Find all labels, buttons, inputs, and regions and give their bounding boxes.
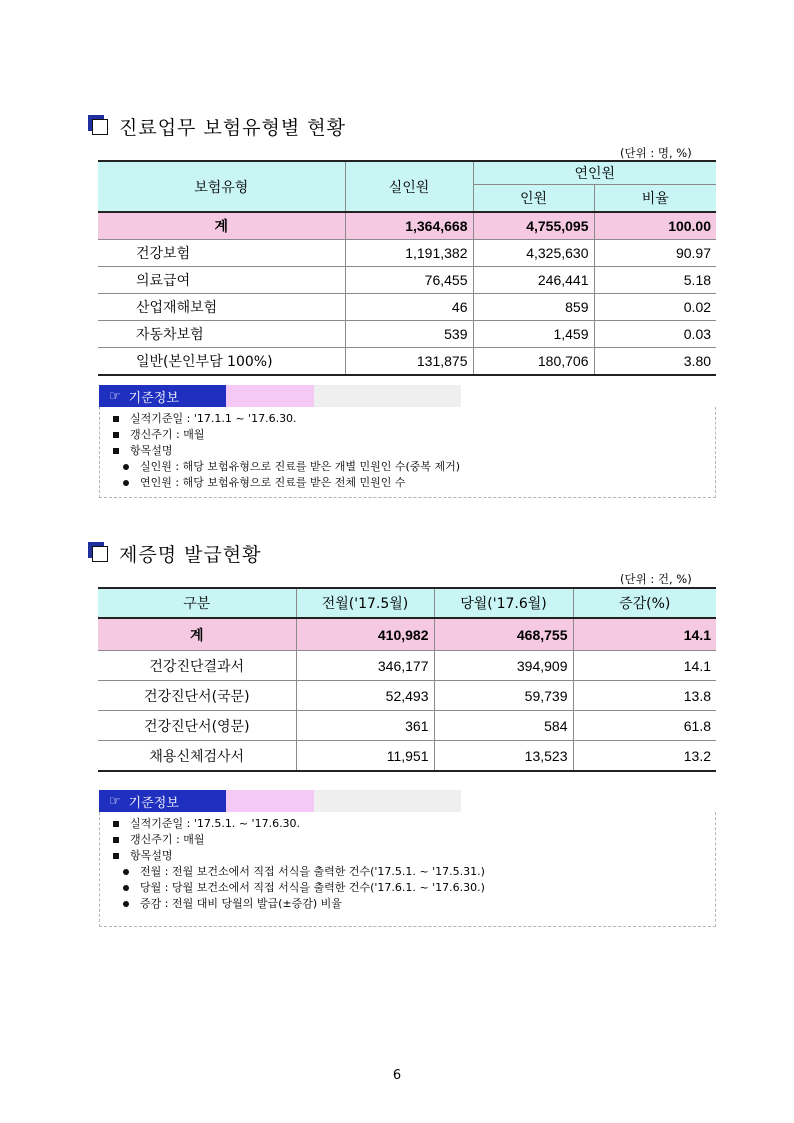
section2-reference-info [99,790,716,927]
row-actual: 76,455 [345,267,473,294]
row-label: 의료급여 [98,267,345,294]
row-label: 건강진단결과서 [98,651,296,681]
row-label: 일반(본인부담 100%) [98,348,345,376]
section1-title [88,112,346,140]
square-bullet-icon [113,837,119,843]
table-row [98,741,716,772]
info-text: 전월 : 전월 보건소에서 직접 서식을 출력한 건수('17.5.1. ~ '17.5.31.) [140,865,485,878]
row-actual: 46 [345,294,473,321]
tab-decoration [226,385,314,407]
total-curr: 468,755 [434,618,573,651]
row-change: 13.8 [573,681,716,711]
reference-info-tab [99,385,226,407]
section1-reference-info [99,385,716,498]
info-line [110,411,715,427]
info-text: 당월 : 당월 보건소에서 직접 서식을 출력한 건수('17.6.1. ~ '17.6.30.) [140,881,485,894]
header-change: 증감(%) [573,588,716,618]
info-line [110,443,715,459]
tab-decoration [314,385,461,407]
row-change: 61.8 [573,711,716,741]
reference-info-box [99,407,716,498]
header-actual-persons: 실인원 [345,161,473,212]
row-curr: 59,739 [434,681,573,711]
dot-bullet-icon [123,901,129,907]
row-prev: 361 [296,711,434,741]
row-persons: 180,706 [473,348,594,376]
header-category: 구분 [98,588,296,618]
dot-bullet-icon [123,464,129,470]
section2-unit: (단위 : 건, %) [620,572,692,586]
dot-bullet-icon [123,480,129,486]
total-ratio: 100.00 [594,212,716,240]
info-text: 증감 : 전월 대비 당월의 발급(±증감) 비율 [140,897,342,910]
section2-title-text: 제증명 발급현황 [119,543,262,566]
row-persons: 246,441 [473,267,594,294]
row-curr: 584 [434,711,573,741]
info-text: 실적기준일 : '17.1.1 ~ '17.6.30. [130,412,297,425]
page-number: 6 [392,1068,402,1083]
row-ratio: 5.18 [594,267,716,294]
section1-title-text: 진료업무 보험유형별 현황 [119,116,346,139]
row-label: 건강보험 [98,240,345,267]
row-ratio: 0.02 [594,294,716,321]
total-actual: 1,364,668 [345,212,473,240]
certificate-issuance-table [98,587,716,772]
table-row [98,240,716,267]
header-prev-month: 전월('17.5월) [296,588,434,618]
table-row [98,267,716,294]
table-row [98,711,716,741]
table-row [98,681,716,711]
section1-unit: (단위 : 명, %) [620,146,692,160]
table-row [98,651,716,681]
total-prev: 410,982 [296,618,434,651]
row-persons: 859 [473,294,594,321]
row-label: 건강진단서(국문) [98,681,296,711]
row-change: 14.1 [573,651,716,681]
info-line [110,896,715,912]
header-ratio: 비율 [594,185,716,213]
info-text: 갱신주기 : 매월 [130,833,205,846]
info-line [110,864,715,880]
info-line [110,427,715,443]
row-actual: 539 [345,321,473,348]
dot-bullet-icon [123,885,129,891]
info-text: 항목설명 [130,444,173,457]
row-actual: 131,875 [345,348,473,376]
total-persons: 4,755,095 [473,212,594,240]
total-label: 계 [98,618,296,651]
info-text: 실적기준일 : '17.5.1. ~ '17.6.30. [130,817,301,830]
info-text: 실인원 : 해당 보험유형으로 진료를 받은 개별 민원인 수(중복 제거) [140,460,461,473]
row-label: 산업재해보험 [98,294,345,321]
square-bullet-icon [113,853,119,859]
square-bullet-icon [113,448,119,454]
square-bullet-icon [113,432,119,438]
row-ratio: 90.97 [594,240,716,267]
dot-bullet-icon [123,869,129,875]
header-insurance-type: 보험유형 [98,161,345,212]
info-text: 항목설명 [130,849,173,862]
row-ratio: 0.03 [594,321,716,348]
section-square-icon [88,115,110,137]
reference-info-tab [99,790,226,812]
row-label: 채용신체검사서 [98,741,296,772]
row-persons: 1,459 [473,321,594,348]
insurance-type-table [98,160,716,376]
info-line [110,475,715,491]
row-curr: 13,523 [434,741,573,772]
tab-decoration [226,790,314,812]
reference-info-box [99,812,716,927]
row-label: 건강진단서(영문) [98,711,296,741]
tab-decoration [314,790,461,812]
info-line [110,848,715,864]
row-persons: 4,325,630 [473,240,594,267]
header-cumulative-persons: 연인원 [473,161,716,185]
info-line [110,459,715,475]
table-row [98,348,716,376]
info-line [110,880,715,896]
pointing-hand-icon: ☞ [109,793,121,809]
row-prev: 11,951 [296,741,434,772]
section-square-icon [88,542,110,564]
square-bullet-icon [113,416,119,422]
reference-info-label: 기준정보 [128,795,179,811]
row-change: 13.2 [573,741,716,772]
header-persons: 인원 [473,185,594,213]
total-label: 계 [98,212,345,240]
row-ratio: 3.80 [594,348,716,376]
header-curr-month: 당월('17.6월) [434,588,573,618]
row-actual: 1,191,382 [345,240,473,267]
info-line [110,816,715,832]
section2-title [88,539,262,567]
row-label: 자동차보험 [98,321,345,348]
table-row [98,321,716,348]
row-prev: 52,493 [296,681,434,711]
info-text: 연인원 : 해당 보험유형으로 진료를 받은 전체 민원인 수 [140,476,406,489]
info-line [110,832,715,848]
total-change: 14.1 [573,618,716,651]
row-curr: 394,909 [434,651,573,681]
info-text: 갱신주기 : 매월 [130,428,205,441]
reference-info-label: 기준정보 [128,390,179,406]
square-bullet-icon [113,821,119,827]
pointing-hand-icon: ☞ [109,388,121,404]
row-prev: 346,177 [296,651,434,681]
table-row [98,294,716,321]
